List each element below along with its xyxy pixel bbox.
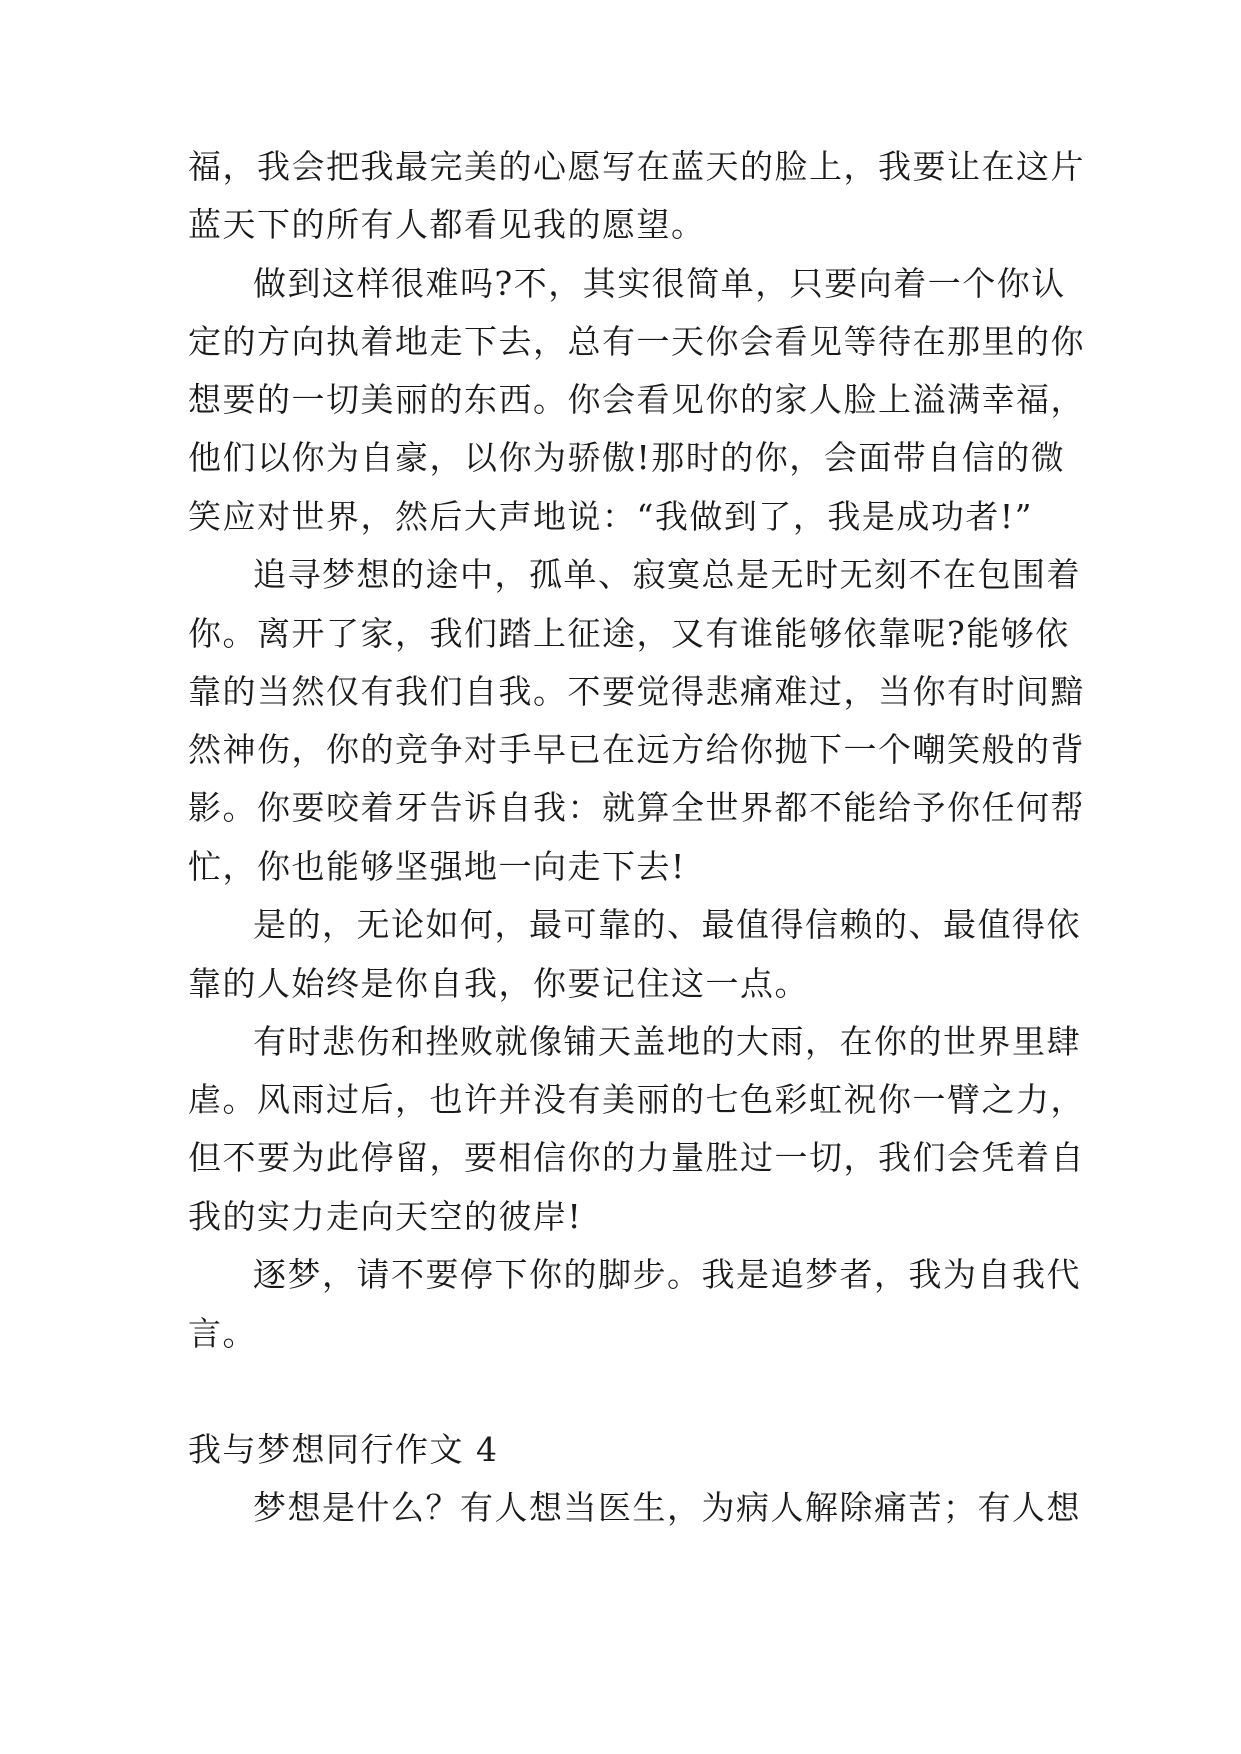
paragraph-start-line: 是的，无论如何，最可靠的、最值得信赖的、最值得依 — [253, 905, 1081, 944]
text-line: 忙，你也能够坚强地一向走下去! — [188, 847, 686, 886]
text-line: 蓝天下的所有人都看见我的愿望。 — [188, 205, 706, 244]
text-line: 他们以你为自豪，以你为骄傲!那时的你，会面带自信的微 — [188, 438, 1066, 477]
text-line: 虐。风雨过后，也许并没有美丽的七色彩虹祝你一臂之力， — [188, 1080, 1085, 1119]
paragraph-start-line: 逐梦，请不要停下你的脚步。我是追梦者，我为自我代 — [253, 1255, 1081, 1294]
paragraph-start-line: 有时悲伤和挫败就像铺天盖地的大雨，在你的世界里肆 — [253, 1022, 1081, 1061]
paragraph-start-line: 做到这样很难吗?不，其实很简单，只要向着一个你认 — [253, 264, 1066, 303]
text-line: 靠的人始终是你自我，你要记住这一点。 — [188, 964, 809, 1003]
paragraph-start-line: 梦想是什么？有人想当医生，为病人解除痛苦；有人想 — [253, 1488, 1081, 1527]
text-line: 定的方向执着地走下去，总有一天你会看见等待在那里的你 — [188, 322, 1085, 361]
text-line: 影。你要咬着牙告诉自我：就算全世界都不能给予你任何帮 — [188, 788, 1085, 827]
text-line: 言。 — [188, 1314, 257, 1353]
text-line: 然神伤，你的竞争对手早已在远方给你抛下一个嘲笑般的背 — [188, 730, 1085, 769]
paragraph-start-line: 追寻梦想的途中，孤单、寂寞总是无时无刻不在包围着 — [253, 555, 1081, 594]
text-line: 福，我会把我最完美的心愿写在蓝天的脸上，我要让在这片 — [188, 147, 1085, 186]
section-heading: 我与梦想同行作文 4 — [188, 1430, 499, 1469]
text-line: 我的实力走向天空的彼岸! — [188, 1197, 583, 1236]
text-line: 但不要为此停留，要相信你的力量胜过一切，我们会凭着自 — [188, 1138, 1085, 1177]
text-line: 想要的一切美丽的东西。你会看见你的家人脸上溢满幸福， — [188, 380, 1085, 419]
text-line: 你。离开了家，我们踏上征途，又有谁能够依靠呢?能够依 — [188, 614, 1070, 653]
text-line: 笑应对世界，然后大声地说：“我做到了，我是成功者!” — [188, 497, 1034, 536]
text-line: 靠的当然仅有我们自我。不要觉得悲痛难过，当你有时间黯 — [188, 672, 1085, 711]
